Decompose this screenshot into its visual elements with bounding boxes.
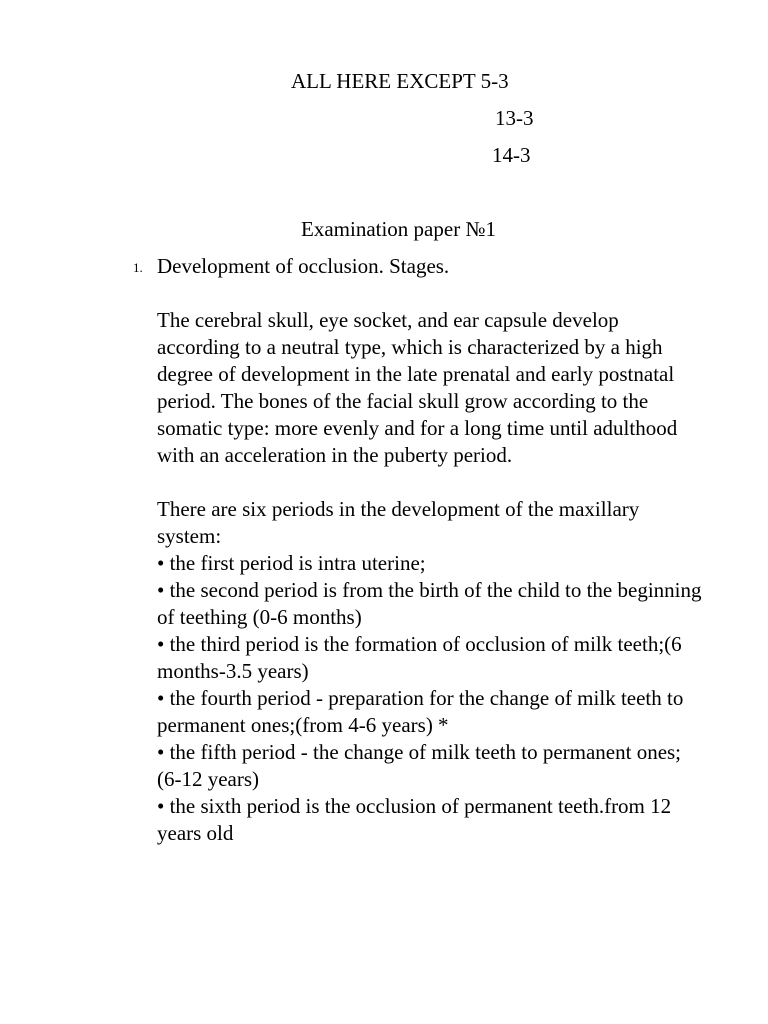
exam-title: Examination paper №1: [301, 217, 496, 241]
period-item-6: • the sixth period is the occlusion of permanent teeth.from 12 years old: [157, 794, 672, 845]
period-item-3: • the third period is the formation of occlusion of milk teeth;(6 months-3.5 years): [157, 632, 682, 683]
answer-body: [157, 307, 702, 847]
question-number: 1.: [133, 260, 143, 275]
paragraph-periods-intro: There are six periods in the development of the maxillary system:: [157, 497, 640, 548]
period-item-5: • the fifth period - the change of milk teeth to permanent ones; (6-12 years): [157, 740, 682, 791]
period-item-2: • the second period is from the birth of the child to the beginning of teething (0-6 months): [157, 578, 702, 629]
header-note-line-2: 13-3: [495, 106, 534, 130]
header-note-line-3: 14-3: [492, 143, 531, 167]
period-item-1: • the first period is intra uterine;: [157, 551, 426, 575]
header-note: ALL HERE EXCEPT 5-3: [291, 69, 509, 93]
period-item-4: • the fourth period - preparation for the change of milk teeth to permanent ones;(from 4-6 years) *: [157, 686, 684, 737]
question-heading: Development of occlusion. Stages.: [157, 254, 450, 278]
paragraph-skull-development: The cerebral skull, eye socket, and ear capsule develop according to a neutral type, which is characterized by a high degree of development in the late prenatal and early postnatal period. The bones of the facial skull grow according to the somatic type: more evenly and for a long time until adulthood with an acceleration in the puberty period.: [157, 308, 678, 467]
